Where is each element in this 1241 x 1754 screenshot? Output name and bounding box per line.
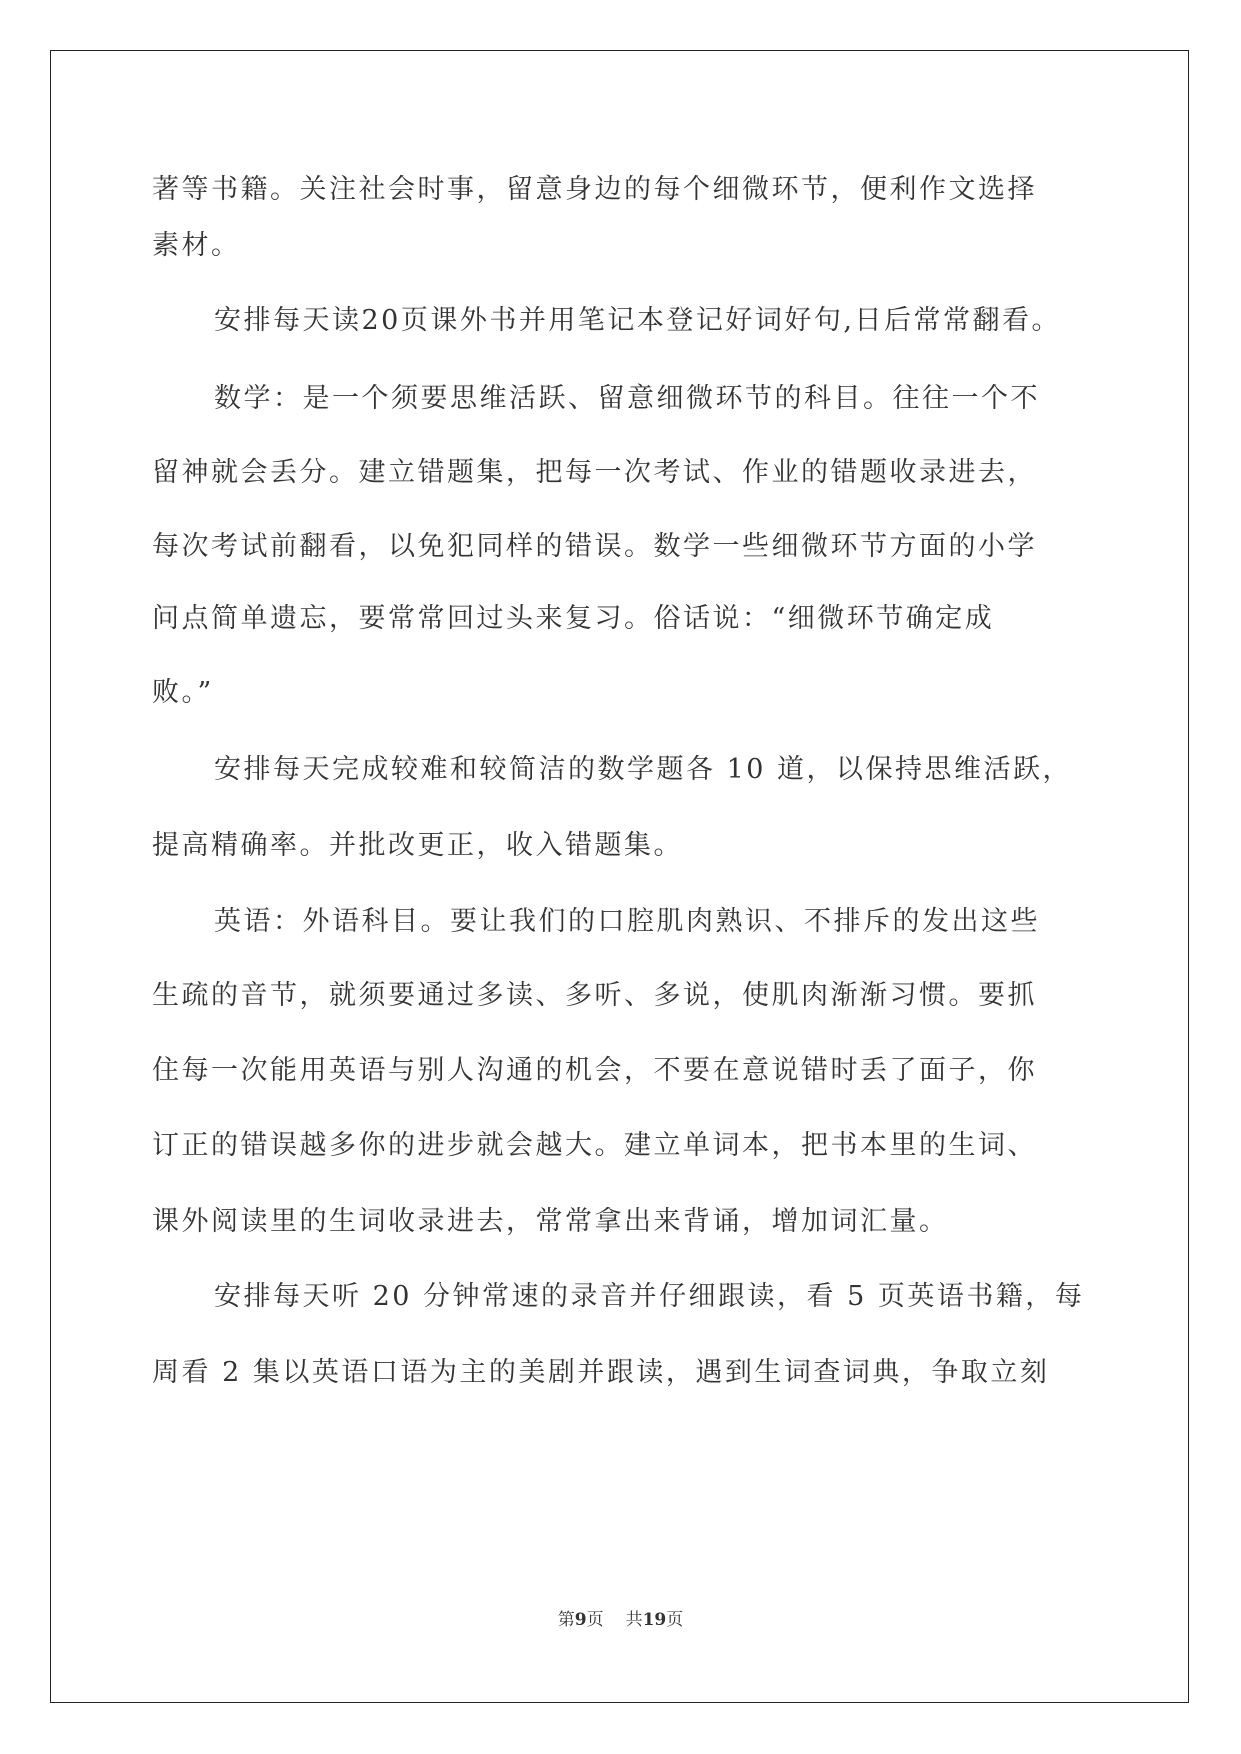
text-line: 数学：是一个须要思维活跃、留意细微环节的科目。往往一个不 xyxy=(214,383,1040,414)
text-line: 周看 2 集以英语口语为主的美剧并跟读，遇到生词查词典，争取立刻 xyxy=(152,1357,1050,1388)
text-line: 安排每天读20页课外书并用笔记本登记好词好句,日后常常翻看。 xyxy=(214,305,1061,336)
current-page-number: 9 xyxy=(574,1610,587,1630)
footer-total-suffix: 页 xyxy=(666,1610,684,1630)
text-line: 住每一次能用英语与别人沟通的机会，不要在意说错时丢了面子，你 xyxy=(152,1055,1037,1086)
text-line: 英语：外语科目。要让我们的口腔肌肉熟识、不排斥的发出这些 xyxy=(214,906,1040,937)
text-line: 生疏的音节，就须要通过多读、多听、多说，使肌肉渐渐习惯。要抓 xyxy=(152,980,1037,1011)
footer-suffix: 页 xyxy=(586,1610,604,1630)
text-line: 安排每天听 20 分钟常速的录音并仔细跟读，看 5 页英语书籍，每 xyxy=(214,1281,1085,1312)
text-line: 素材。 xyxy=(152,230,241,261)
text-line: 课外阅读里的生词收录进去，常常拿出来背诵，增加词汇量。 xyxy=(152,1206,949,1237)
text-line: 留神就会丢分。建立错题集，把每一次考试、作业的错题收录进去， xyxy=(152,457,1037,488)
total-page-number: 19 xyxy=(642,1610,667,1630)
footer-prefix: 第 xyxy=(557,1610,575,1630)
text-line: 著等书籍。关注社会时事，留意身边的每个细微环节，便利作文选择 xyxy=(152,174,1037,205)
text-line: 订正的错误越多你的进步就会越大。建立单词本，把书本里的生词、 xyxy=(152,1130,1037,1161)
text-line: 每次考试前翻看，以免犯同样的错误。数学一些细微环节方面的小学 xyxy=(152,531,1037,562)
text-line: 问点简单遗忘，要常常回过头来复习。俗话说：“细微环节确定成 xyxy=(152,603,995,634)
text-line: 安排每天完成较难和较简洁的数学题各 10 道，以保持思维活跃， xyxy=(214,754,1073,785)
page-footer xyxy=(0,1609,1241,1631)
text-line: 提高精确率。并批改更正，收入错题集。 xyxy=(152,830,683,861)
page-border xyxy=(50,50,1189,1703)
footer-total-prefix: 共 xyxy=(625,1610,643,1630)
text-line: 败。” xyxy=(152,677,214,708)
